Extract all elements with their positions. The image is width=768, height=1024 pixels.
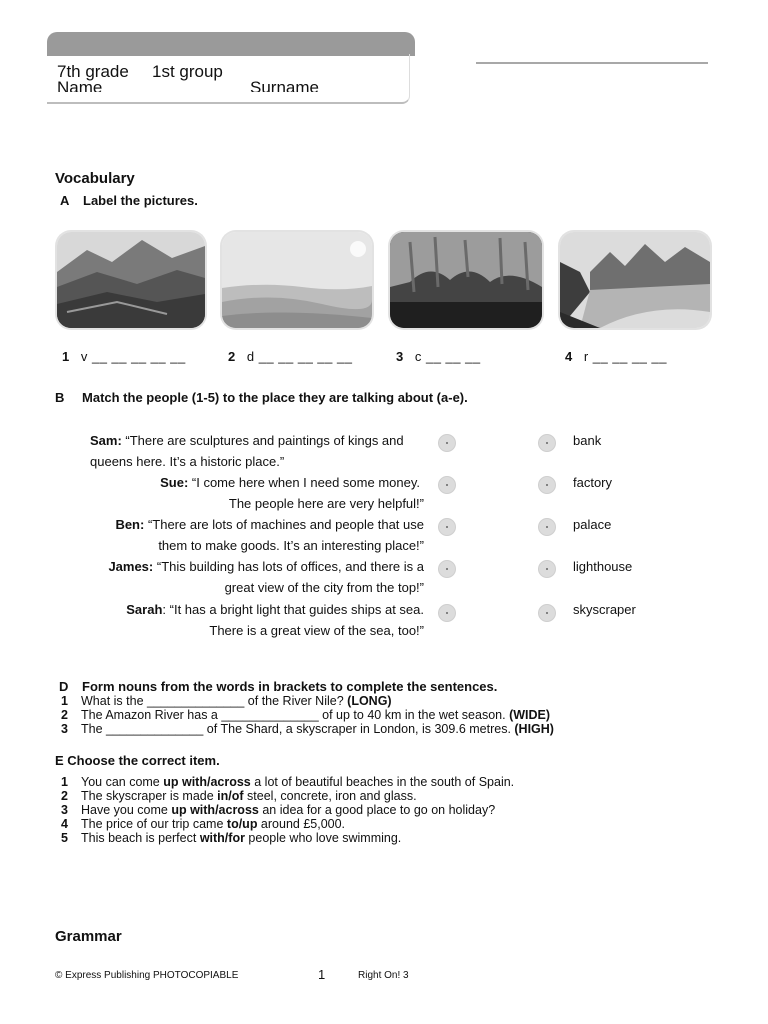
header-write-line: [476, 62, 708, 64]
label-number: 4: [565, 349, 573, 364]
item-word: (WIDE): [509, 708, 551, 722]
grammar-heading: Grammar: [55, 928, 122, 945]
item-text: This beach is perfect: [81, 831, 200, 845]
item-text: a lot of beautiful beaches in the south of Spain.: [250, 775, 515, 789]
place-bank: bank: [573, 433, 602, 448]
page-number: 1: [318, 967, 326, 982]
picture-river: [560, 232, 710, 328]
item-word: (LONG): [347, 694, 392, 708]
item-number: 4: [61, 817, 68, 831]
label-hint: r __ __ __ __: [583, 349, 667, 364]
item-text: What is the ______________ of the River Nile?: [81, 694, 348, 708]
speech-line: : “It has a bright light that guides ships at sea.: [162, 602, 424, 617]
place-lighthouse: lighthouse: [573, 559, 633, 574]
label-hint: d __ __ __ __ __: [246, 349, 353, 364]
footer-book: Right On! 3: [358, 970, 409, 981]
item-number: 5: [61, 831, 68, 845]
item-number: 1: [61, 775, 68, 789]
person-sue: [90, 472, 424, 514]
picture-valley: [57, 232, 205, 328]
person-name: Sue:: [160, 475, 189, 490]
footer-copyright: © Express Publishing PHOTOCOPIABLE: [55, 970, 239, 981]
place-factory: factory: [573, 475, 613, 490]
item-text: The price of our trip came: [81, 817, 227, 831]
item-choice[interactable]: up with/across: [171, 803, 259, 817]
picture-desert: [222, 232, 372, 328]
label-item-3: [396, 349, 481, 364]
item-text: The ______________ of The Shard, a skyscraper in London, is 309.6 metres.: [81, 722, 515, 736]
surname-label: Surname: [250, 78, 319, 92]
label-hint: v __ __ __ __ __: [80, 349, 186, 364]
speech-line: great view of the city from the top!”: [224, 580, 424, 595]
list-item: [61, 831, 514, 845]
item-word: (HIGH): [514, 722, 554, 736]
item-choice[interactable]: in/of: [217, 789, 244, 803]
item-number: 2: [61, 708, 68, 722]
item-number: 3: [61, 722, 68, 736]
speech-line: There is a great view of the sea, too!”: [209, 623, 424, 638]
header-bar: [47, 32, 415, 56]
match-dot-place-d[interactable]: [538, 560, 556, 578]
task-a-header: [60, 193, 198, 208]
match-dot-person-5[interactable]: [438, 604, 456, 622]
label-item-2: [228, 349, 352, 364]
list-item: [61, 803, 514, 817]
item-number: 2: [61, 789, 68, 803]
grade-label: 7th grade: [57, 62, 129, 81]
person-name: Sam:: [90, 433, 122, 448]
task-d-letter: D: [59, 679, 69, 694]
task-d-header: [59, 679, 497, 694]
item-text: Have you come: [81, 803, 172, 817]
item-choice[interactable]: up with/across: [163, 775, 251, 789]
task-a-title: Label the pictures.: [83, 193, 198, 208]
speech-line: queens here. It’s a historic place.”: [90, 454, 285, 469]
speech-line: The people here are very helpful!”: [228, 496, 424, 511]
task-b-title: Match the people (1-5) to the place they are talking about (a-e).: [82, 390, 468, 405]
person-sam: [90, 430, 424, 472]
match-dot-place-a[interactable]: [538, 434, 556, 452]
label-item-4: [565, 349, 667, 364]
list-item: [61, 708, 554, 722]
list-item: [61, 817, 514, 831]
match-dot-person-2[interactable]: [438, 476, 456, 494]
task-b-header: [55, 390, 468, 405]
item-text: around £5,000.: [257, 817, 346, 831]
match-dot-place-e[interactable]: [538, 604, 556, 622]
person-james: [90, 556, 424, 598]
label-number: 1: [62, 349, 70, 364]
item-text: steel, concrete, iron and glass.: [243, 789, 417, 803]
match-dot-person-3[interactable]: [438, 518, 456, 536]
list-item: [61, 775, 514, 789]
name-label: Name: [57, 78, 103, 92]
match-dot-place-c[interactable]: [538, 518, 556, 536]
group-label: 1st group: [152, 62, 223, 81]
item-text: You can come: [81, 775, 164, 789]
picture-cave: [390, 232, 542, 328]
item-number: 3: [61, 803, 68, 817]
item-choice[interactable]: to/up: [226, 817, 258, 831]
person-name: Sarah: [126, 602, 163, 617]
speech-line: “I come here when I need some money.: [188, 475, 420, 490]
task-e-list: [61, 775, 514, 845]
task-e-title: E Choose the correct item.: [55, 753, 220, 768]
list-item: [61, 694, 554, 708]
item-text: people who love swimming.: [244, 831, 402, 845]
item-text: The skyscraper is made: [81, 789, 218, 803]
list-item: [61, 722, 554, 736]
speech-line: “This building has lots of offices, and there is a: [153, 559, 424, 574]
person-name: James:: [108, 559, 154, 574]
match-dot-person-1[interactable]: [438, 434, 456, 452]
item-choice[interactable]: with/for: [199, 831, 245, 845]
speech-line: “There are sculptures and paintings of kings and: [121, 433, 404, 448]
label-item-1: [62, 349, 186, 364]
place-palace: palace: [573, 517, 612, 532]
task-b-letter: B: [55, 390, 65, 405]
person-name: Ben:: [115, 517, 145, 532]
match-dot-place-b[interactable]: [538, 476, 556, 494]
speech-line: “There are lots of machines and people that use: [144, 517, 424, 532]
list-item: [61, 789, 514, 803]
task-d-title: Form nouns from the words in brackets to complete the sentences.: [82, 679, 498, 694]
item-text: The Amazon River has a ______________ of up to 40 km in the wet season.: [81, 708, 510, 722]
person-sarah: [90, 599, 424, 641]
label-number: 3: [396, 349, 404, 364]
item-text: an idea for a good place to go on holiday?: [258, 803, 496, 817]
task-a-letter: A: [60, 193, 70, 208]
place-skyscraper: skyscraper: [573, 602, 636, 617]
speech-line: them to make goods. It’s an interesting place!”: [158, 538, 424, 553]
label-number: 2: [228, 349, 236, 364]
person-ben: [90, 514, 424, 556]
item-number: 1: [61, 694, 68, 708]
label-hint: c __ __ __: [414, 349, 481, 364]
vocabulary-heading: Vocabulary: [55, 170, 135, 187]
match-dot-person-4[interactable]: [438, 560, 456, 578]
task-d-list: [61, 694, 554, 736]
